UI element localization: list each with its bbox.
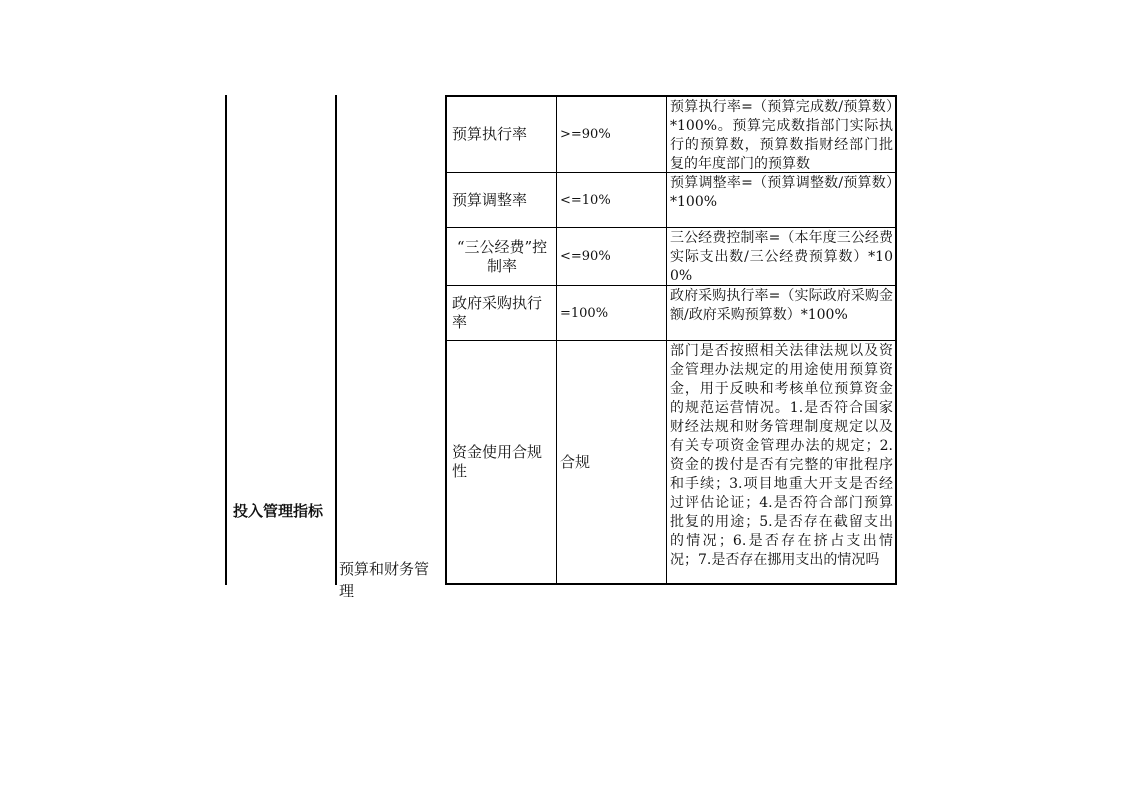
indicator-name: “三公经费”控制率	[447, 228, 557, 286]
indicator-target: <=10%	[557, 173, 667, 228]
indicator-description: 部门是否按照相关法律法规以及资金管理办法规定的用途使用预算资金，用于反映和考核单位预算资金的规范运营情况。1.是否符合国家财经法规和财务管理制度规定以及有关专项资金管理办法的规定；2.资金的拨付是否有完整的审批程序和手续；3.项目地重大开支是否经过评估论证；4.是否符合部门预算批复的用途；5.是否存在截留支出的情况；6.是否存在挤占支出情况；7.是否存在挪用支出的情况吗	[670, 343, 893, 568]
indicator-name: 预算调整率	[447, 173, 557, 228]
indicator-description: 政府采购执行率=（实际政府采购金额/政府采购预算数）*100%	[667, 286, 895, 341]
subcategory-column-left-border	[335, 95, 337, 585]
indicator-target: >=90%	[557, 97, 667, 173]
indicator-target: <=90%	[557, 228, 667, 286]
category-label: 投入管理指标	[233, 502, 324, 520]
indicator-description: 三公经费控制率=（本年度三公经费实际支出数/三公经费预算数）*100%	[667, 228, 895, 286]
indicator-target: =100%	[557, 286, 667, 341]
indicator-name: 政府采购执行率	[447, 286, 557, 341]
indicator-name: 预算执行率	[447, 97, 557, 173]
indicator-name: 资金使用合规性	[447, 341, 557, 583]
subcategory-label: 预算和财务管理	[339, 560, 430, 600]
category-column-left-border	[225, 95, 227, 585]
indicator-description: 预算调整率=（预算调整数/预算数）*100%	[667, 173, 895, 228]
indicator-table	[445, 95, 897, 585]
indicator-target: 合规	[557, 341, 667, 583]
indicator-description: 预算执行率=（预算完成数/预算数）*100%。预算完成数指部门实际执行的预算数，预算数指财经部门批复的年度部门的预算数	[667, 97, 895, 173]
